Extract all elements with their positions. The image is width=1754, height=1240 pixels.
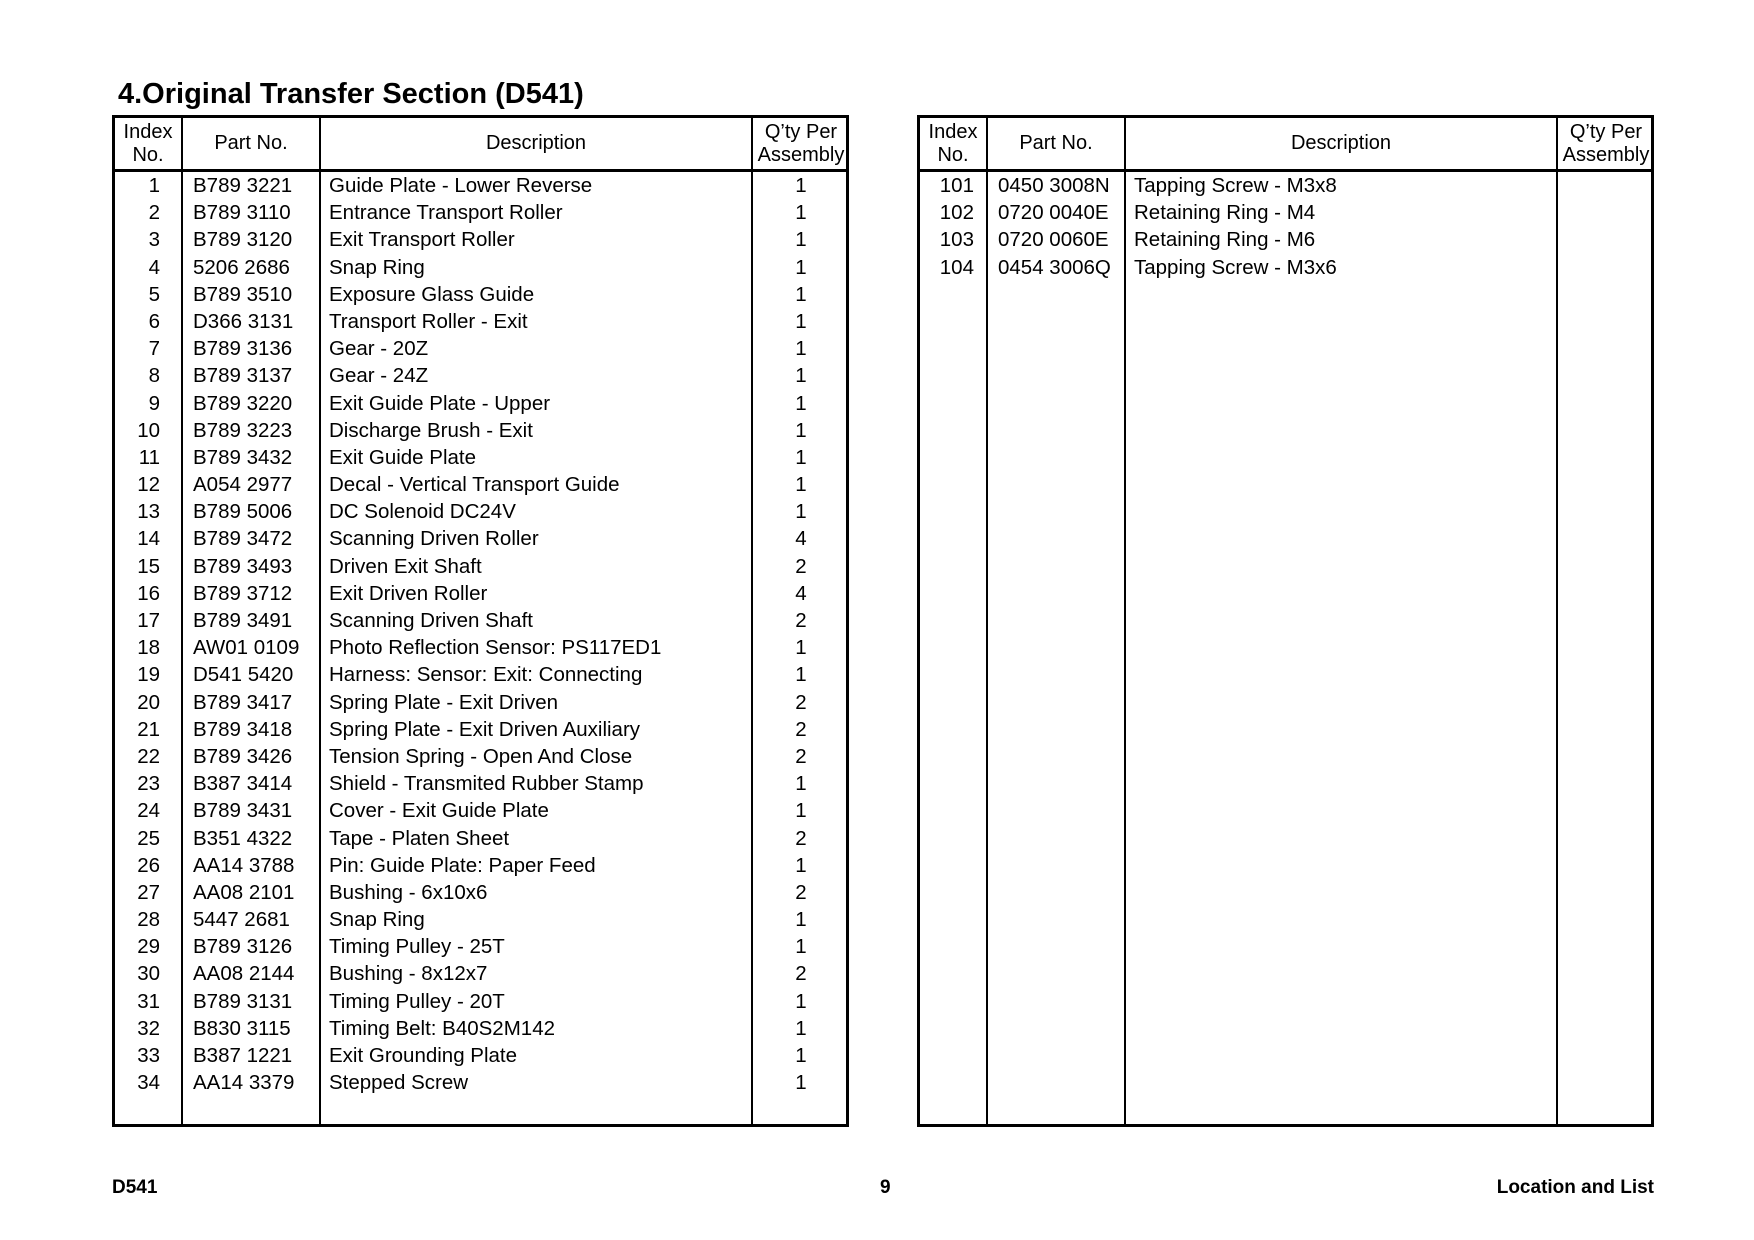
index-cell: 20 xyxy=(137,690,160,714)
table-row xyxy=(115,417,846,444)
table-row xyxy=(115,362,846,389)
table-row xyxy=(115,988,846,1015)
description-cell: Timing Pulley - 20T xyxy=(329,989,505,1013)
description-cell: Harness: Sensor: Exit: Connecting xyxy=(329,663,643,687)
quantity-cell: 1 xyxy=(795,309,807,333)
header-quantity: Q’ty Per Assembly xyxy=(1562,120,1650,166)
description-cell: Shield - Transmited Rubber Stamp xyxy=(329,772,644,796)
part-number-cell: B789 3493 xyxy=(193,554,293,578)
table-row xyxy=(115,825,846,852)
quantity-cell: 1 xyxy=(795,364,807,388)
header-description: Description xyxy=(1290,132,1392,154)
quantity-cell: 2 xyxy=(795,690,807,714)
index-cell: 26 xyxy=(137,853,160,877)
table-row xyxy=(115,525,846,552)
quantity-cell: 2 xyxy=(795,826,807,850)
description-cell: Cover - Exit Guide Plate xyxy=(329,799,549,823)
description-cell: Tapping Screw - M3x6 xyxy=(1134,255,1337,279)
description-cell: Exit Driven Roller xyxy=(329,581,488,605)
description-cell: Exit Transport Roller xyxy=(329,228,515,252)
header-index: Index No. xyxy=(123,120,173,166)
part-number-cell: D541 5420 xyxy=(193,663,294,687)
part-number-cell: AA08 2144 xyxy=(193,962,295,986)
index-cell: 32 xyxy=(137,1016,160,1040)
quantity-cell: 1 xyxy=(795,663,807,687)
part-number-cell: 5447 2681 xyxy=(193,908,290,932)
quantity-cell: 1 xyxy=(795,282,807,306)
index-cell: 30 xyxy=(137,962,160,986)
header-part-no: Part No. xyxy=(214,132,288,154)
index-cell: 1 xyxy=(148,174,160,197)
description-cell: Transport Roller - Exit xyxy=(329,309,528,333)
part-number-cell: B789 3221 xyxy=(193,174,293,197)
table-row xyxy=(115,1042,846,1069)
description-cell: Photo Reflection Sensor: PS117ED1 xyxy=(329,636,662,660)
part-number-cell: B789 3223 xyxy=(193,418,293,442)
description-cell: Pin: Guide Plate: Paper Feed xyxy=(329,853,596,877)
table-row xyxy=(920,172,1651,199)
part-number-cell: B789 3712 xyxy=(193,581,293,605)
table-row xyxy=(115,580,846,607)
description-cell: Decal - Vertical Transport Guide xyxy=(329,473,620,497)
description-cell: Discharge Brush - Exit xyxy=(329,418,533,442)
quantity-cell: 1 xyxy=(795,473,807,497)
part-number-cell: B351 4322 xyxy=(193,826,293,850)
part-number-cell: AW01 0109 xyxy=(193,636,300,660)
table-row xyxy=(115,933,846,960)
part-number-cell: B789 3131 xyxy=(193,989,293,1013)
index-cell: 104 xyxy=(939,255,974,279)
quantity-cell: 1 xyxy=(795,255,807,279)
index-cell: 34 xyxy=(137,1071,160,1095)
index-cell: 21 xyxy=(137,717,160,741)
table-row xyxy=(115,553,846,580)
footer-section-name: Location and List xyxy=(1496,1177,1654,1198)
table-body-left xyxy=(115,172,846,1096)
description-cell: Bushing - 6x10x6 xyxy=(329,880,488,904)
quantity-cell: 1 xyxy=(795,391,807,415)
quantity-cell: 4 xyxy=(795,581,807,605)
quantity-cell: 1 xyxy=(795,1016,807,1040)
index-cell: 15 xyxy=(137,554,160,578)
description-cell: Bushing - 8x12x7 xyxy=(329,962,488,986)
description-cell: Exit Guide Plate xyxy=(329,445,476,469)
table-row xyxy=(115,1015,846,1042)
parts-table-right xyxy=(917,115,1654,1127)
part-number-cell: B789 3110 xyxy=(193,201,291,225)
index-cell: 5 xyxy=(148,282,160,306)
table-row xyxy=(920,226,1651,253)
index-cell: 4 xyxy=(148,255,160,279)
part-number-cell: B830 3115 xyxy=(193,1016,291,1040)
table-row xyxy=(115,281,846,308)
description-cell: Entrance Transport Roller xyxy=(329,201,563,225)
quantity-cell: 1 xyxy=(795,935,807,959)
part-number-cell: B789 3426 xyxy=(193,744,293,768)
table-row xyxy=(115,471,846,498)
quantity-cell: 1 xyxy=(795,772,807,796)
index-cell: 10 xyxy=(137,418,160,442)
table-row xyxy=(115,879,846,906)
index-cell: 103 xyxy=(939,228,974,252)
index-cell: 24 xyxy=(137,799,160,823)
index-cell: 27 xyxy=(137,880,160,904)
quantity-cell: 2 xyxy=(795,609,807,632)
quantity-cell: 1 xyxy=(795,228,807,252)
description-cell: Spring Plate - Exit Driven xyxy=(329,690,559,714)
footer-page-number: 9 xyxy=(880,1177,891,1198)
quantity-cell: 1 xyxy=(795,799,807,823)
description-cell: Snap Ring xyxy=(329,255,425,279)
description-cell: Retaining Ring - M6 xyxy=(1134,228,1316,252)
description-cell: Tapping Screw - M3x8 xyxy=(1134,174,1337,197)
table-row xyxy=(920,199,1651,226)
description-cell: Timing Belt: B40S2M142 xyxy=(329,1016,555,1040)
part-number-cell: 0720 0040E xyxy=(998,201,1109,225)
part-number-cell: B789 3137 xyxy=(193,364,293,388)
description-cell: Scanning Driven Roller xyxy=(329,527,539,551)
quantity-cell: 1 xyxy=(795,337,807,361)
part-number-cell: B789 3120 xyxy=(193,228,293,252)
table-row xyxy=(115,308,846,335)
table-row xyxy=(115,1069,846,1096)
index-cell: 14 xyxy=(137,527,160,551)
table-row xyxy=(920,254,1651,281)
index-cell: 101 xyxy=(939,174,974,197)
table-row xyxy=(115,906,846,933)
part-number-cell: 0454 3006Q xyxy=(998,255,1111,279)
quantity-cell: 2 xyxy=(795,744,807,768)
index-cell: 25 xyxy=(137,826,160,850)
quantity-cell: 1 xyxy=(795,500,807,524)
table-body-right xyxy=(920,172,1651,281)
index-cell: 3 xyxy=(148,228,160,252)
description-cell: Exposure Glass Guide xyxy=(329,282,535,306)
index-cell: 6 xyxy=(148,309,160,333)
quantity-cell: 2 xyxy=(795,554,807,578)
quantity-cell: 4 xyxy=(795,527,807,551)
description-cell: Tension Spring - Open And Close xyxy=(329,744,633,768)
table-row xyxy=(115,199,846,226)
index-cell: 9 xyxy=(148,391,160,415)
description-cell: Snap Ring xyxy=(329,908,425,932)
part-number-cell: 5206 2686 xyxy=(193,255,290,279)
description-cell: Retaining Ring - M4 xyxy=(1134,201,1316,225)
quantity-cell: 1 xyxy=(795,636,807,660)
part-number-cell: B789 3432 xyxy=(193,445,293,469)
description-cell: Exit Guide Plate - Upper xyxy=(329,391,551,415)
index-cell: 18 xyxy=(137,636,160,660)
part-number-cell: D366 3131 xyxy=(193,309,294,333)
header-description: Description xyxy=(485,132,587,154)
quantity-cell: 1 xyxy=(795,418,807,442)
parts-table-left xyxy=(112,115,849,1127)
description-cell: Timing Pulley - 25T xyxy=(329,935,505,959)
index-cell: 17 xyxy=(137,609,160,632)
table-row xyxy=(115,852,846,879)
index-cell: 22 xyxy=(137,744,160,768)
description-cell: Guide Plate - Lower Reverse xyxy=(329,174,593,197)
quantity-cell: 1 xyxy=(795,1071,807,1095)
part-number-cell: B789 3472 xyxy=(193,527,293,551)
header-quantity: Q’ty Per Assembly xyxy=(757,120,845,166)
index-cell: 33 xyxy=(137,1044,160,1067)
part-number-cell: B789 3136 xyxy=(193,337,293,361)
table-row xyxy=(115,444,846,471)
part-number-cell: B789 3491 xyxy=(193,609,293,632)
part-number-cell: B387 3414 xyxy=(193,772,293,796)
table-row xyxy=(115,335,846,362)
part-number-cell: B789 3220 xyxy=(193,391,293,415)
part-number-cell: B789 3418 xyxy=(193,717,293,741)
description-cell: Scanning Driven Shaft xyxy=(329,609,533,632)
description-cell: Driven Exit Shaft xyxy=(329,554,482,578)
description-cell: Gear - 20Z xyxy=(329,337,429,361)
part-number-cell: 0720 0060E xyxy=(998,228,1109,252)
footer-model: D541 xyxy=(112,1177,158,1198)
table-row xyxy=(115,172,846,199)
description-cell: Stepped Screw xyxy=(329,1071,469,1095)
index-cell: 12 xyxy=(137,473,160,497)
quantity-cell: 1 xyxy=(795,853,807,877)
description-cell: DC Solenoid DC24V xyxy=(329,500,516,524)
table-row xyxy=(115,661,846,688)
index-cell: 29 xyxy=(137,935,160,959)
quantity-cell: 2 xyxy=(795,962,807,986)
index-cell: 102 xyxy=(939,201,974,225)
part-number-cell: B789 3431 xyxy=(193,799,293,823)
table-row xyxy=(115,254,846,281)
quantity-cell: 2 xyxy=(795,880,807,904)
index-cell: 19 xyxy=(137,663,160,687)
index-cell: 2 xyxy=(148,201,160,225)
table-row xyxy=(115,689,846,716)
part-number-cell: B789 5006 xyxy=(193,500,293,524)
index-cell: 13 xyxy=(137,500,160,524)
table-row xyxy=(115,634,846,661)
part-number-cell: B789 3126 xyxy=(193,935,293,959)
quantity-cell: 1 xyxy=(795,1044,807,1067)
quantity-cell: 1 xyxy=(795,908,807,932)
table-row xyxy=(115,716,846,743)
table-row xyxy=(115,770,846,797)
index-cell: 31 xyxy=(137,989,160,1013)
table-row xyxy=(115,607,846,634)
part-number-cell: B789 3510 xyxy=(193,282,293,306)
header-part-no: Part No. xyxy=(1019,132,1093,154)
quantity-cell: 1 xyxy=(795,174,807,197)
part-number-cell: B789 3417 xyxy=(193,690,293,714)
table-row xyxy=(115,390,846,417)
quantity-cell: 1 xyxy=(795,201,807,225)
header-index: Index No. xyxy=(928,120,978,166)
quantity-cell: 1 xyxy=(795,445,807,469)
part-number-cell: A054 2977 xyxy=(193,473,293,497)
part-number-cell: AA14 3379 xyxy=(193,1071,295,1095)
table-row xyxy=(115,743,846,770)
page-title: 4.Original Transfer Section (D541) xyxy=(118,78,584,110)
description-cell: Gear - 24Z xyxy=(329,364,429,388)
index-cell: 8 xyxy=(148,364,160,388)
index-cell: 16 xyxy=(137,581,160,605)
index-cell: 28 xyxy=(137,908,160,932)
table-row xyxy=(115,797,846,824)
description-cell: Spring Plate - Exit Driven Auxiliary xyxy=(329,717,641,741)
part-number-cell: 0450 3008N xyxy=(998,174,1110,197)
part-number-cell: B387 1221 xyxy=(193,1044,293,1067)
index-cell: 23 xyxy=(137,772,160,796)
table-row xyxy=(115,960,846,987)
quantity-cell: 1 xyxy=(795,989,807,1013)
index-cell: 11 xyxy=(138,445,160,469)
table-row xyxy=(115,226,846,253)
part-number-cell: AA14 3788 xyxy=(193,853,295,877)
table-row xyxy=(115,498,846,525)
part-number-cell: AA08 2101 xyxy=(193,880,295,904)
index-cell: 7 xyxy=(148,337,160,361)
description-cell: Tape - Platen Sheet xyxy=(329,826,510,850)
quantity-cell: 2 xyxy=(795,717,807,741)
description-cell: Exit Grounding Plate xyxy=(329,1044,518,1067)
